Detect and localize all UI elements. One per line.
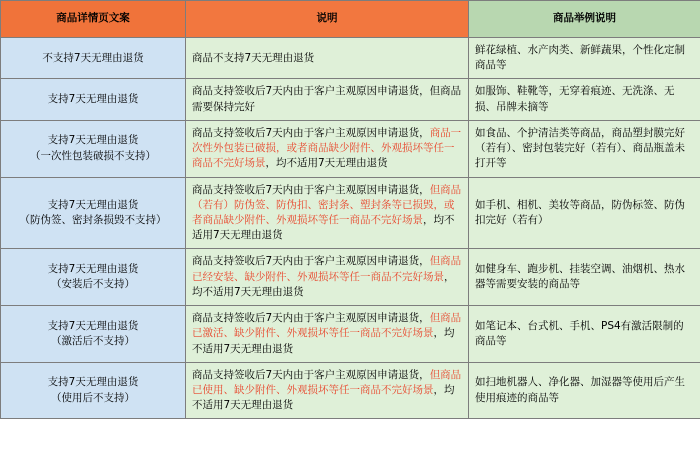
table-row: [1, 79, 700, 120]
description-text: 商品不支持7天无理由退货: [192, 51, 315, 64]
detail-text-sub: （安装后不支持）: [51, 278, 135, 291]
table-row: [1, 120, 700, 177]
detail-text-main: 支持7天无理由退货: [47, 134, 139, 147]
cell-example: 鲜花绿植、水产肉类、新鲜蔬果，个性化定制商品等: [469, 38, 700, 79]
cell-description: [186, 120, 469, 177]
cell-example: 如手机、相机、美妆等商品，防伪标签、防伪扣完好（若有）: [469, 177, 700, 249]
detail-text-main: 支持7天无理由退货: [47, 263, 139, 276]
cell-example: 如扫地机器人、净化器、加湿器等使用后产生使用痕迹的商品等: [469, 362, 700, 419]
description-text: ，均不适用7天无理由退货: [192, 213, 455, 242]
detail-text-sub: （使用后不支持）: [51, 391, 135, 404]
table-row: [1, 306, 700, 363]
detail-text-main: 支持7天无理由退货: [47, 376, 139, 389]
table-header-row: [1, 1, 700, 38]
cell-description: [186, 249, 469, 306]
table-body: [1, 38, 700, 419]
cell-description: [186, 79, 469, 120]
description-highlight: 但商品已经安装、缺少附件、外观损坏等任一商品不完好场景: [192, 255, 462, 283]
detail-text-main: 不支持7天无理由退货: [42, 51, 144, 64]
description-text: 商品支持签收后7天内由于客户主观原因申请退货，: [192, 183, 430, 196]
description-text: 商品支持签收后7天内由于客户主观原因申请退货，: [192, 368, 430, 381]
description-text: 商品支持签收后7天内由于客户主观原因申请退货，: [192, 312, 430, 325]
cell-description: [186, 177, 469, 249]
cell-description: [186, 306, 469, 363]
description-text: ，均不适用7天无理由退货: [192, 327, 455, 355]
cell-example: 如笔记本、台式机、手机、PS4有激活限制的商品等: [469, 306, 700, 363]
description-text: 商品支持签收后7天内由于客户主观原因申请退货，: [192, 255, 430, 268]
description-text: ，均不适用7天无理由退货: [192, 270, 455, 298]
table-header: [1, 1, 700, 38]
description-highlight: 商品一次性外包装已破损，或者商品缺少附件、外观损坏等任一商品不完好场景: [192, 126, 462, 170]
cell-detail-text: [1, 362, 186, 419]
column-header-example: 商品举例说明: [469, 1, 700, 38]
detail-text-sub: （激活后不支持）: [51, 334, 135, 347]
table-row: [1, 38, 700, 79]
cell-detail-text: [1, 38, 186, 79]
description-text: 商品支持签收后7天内由于客户主观原因申请退货，: [192, 126, 430, 139]
column-header-detail-text: 商品详情页文案: [1, 1, 186, 38]
cell-example: 如健身车、跑步机、挂装空调、油烟机、热水器等需要安装的商品等: [469, 249, 700, 306]
table-row: [1, 177, 700, 249]
column-header-description: 说明: [186, 1, 469, 38]
cell-detail-text: [1, 120, 186, 177]
cell-example: 如服饰、鞋靴等，无穿着痕迹、无洗涤、无损、吊牌未摘等: [469, 79, 700, 120]
cell-description: [186, 362, 469, 419]
description-text: ，均不适用7天无理由退货: [265, 157, 388, 170]
table-row: [1, 249, 700, 306]
description-highlight: 但商品已使用、缺少附件、外观损坏等任一商品不完好场景: [192, 368, 462, 396]
description-text: 商品支持签收后7天内由于客户主观原因申请退货，但商品需要保持完好: [192, 85, 462, 113]
cell-detail-text: [1, 249, 186, 306]
detail-text-sub: （一次性包装破损不支持）: [30, 149, 156, 162]
description-highlight: 但商品已激活、缺少附件、外观损坏等任一商品不完好场景: [192, 312, 462, 340]
detail-text-main: 支持7天无理由退货: [47, 198, 139, 211]
description-text: ，均不适用7天无理由退货: [192, 383, 455, 412]
detail-text-main: 支持7天无理由退货: [47, 319, 139, 332]
description-highlight: 但商品（若有）防伪签、防伪扣、密封条、塑封条等已损毁，或者商品缺少附件、外观损坏等任一商品不完好场景: [192, 183, 462, 226]
cell-example: 如食品、个护清洁类等商品，商品塑封膜完好（若有）、密封包装完好（若有）、商品瓶盖未打开等: [469, 120, 700, 177]
detail-text-sub: （防伪签、密封条损毁不支持）: [19, 213, 167, 226]
cell-description: [186, 38, 469, 79]
table-row: [1, 362, 700, 419]
cell-detail-text: [1, 79, 186, 120]
cell-detail-text: [1, 306, 186, 363]
cell-detail-text: [1, 177, 186, 249]
detail-text-main: 支持7天无理由退货: [47, 93, 139, 106]
